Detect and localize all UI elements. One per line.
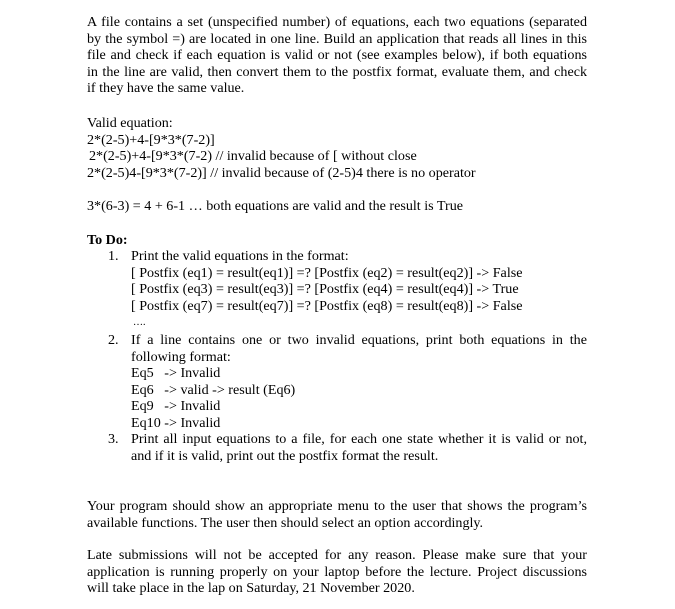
todo-item-number: 3.	[108, 431, 119, 447]
format-line: [ Postfix (eq1) = result(eq1)] =? [Postfix (eq2) = result(eq2)] -> False	[131, 264, 523, 281]
format-line: Eq5 -> Invalid	[131, 365, 221, 382]
todo-item-number: 2.	[108, 332, 119, 348]
intro-line: file and check if each equation is valid or not (see examples below), if both equations	[87, 47, 587, 64]
todo-item-1	[87, 248, 587, 328]
format-line: [ Postfix (eq3) = result(eq3)] =? [Postfix (eq4) = result(eq4)] -> True	[131, 281, 519, 298]
intro-line: if they have the same value.	[87, 80, 245, 97]
ellipsis: ….	[133, 317, 146, 329]
todo-item-2	[87, 332, 587, 432]
intro-line: A file contains a set (unspecified number) of equations, each two equations (separated	[87, 14, 587, 30]
intro-line: in the line are valid, then convert them to the postfix format, evaluate them, and check	[87, 63, 587, 80]
both-valid-example	[87, 198, 587, 215]
format-line: Eq6 -> valid -> result (Eq6)	[131, 381, 296, 398]
menu-paragraph	[87, 498, 587, 531]
equation-example: 2*(2-5)4-[9*3*(7-2)] // invalid because of (2-5)4 there is no operator	[87, 164, 476, 181]
equation-example: 2*(2-5)+4-[9*3*(7-2)]	[87, 131, 215, 148]
todo-item-number: 1.	[108, 248, 119, 264]
valid-equation-heading: Valid equation:	[87, 115, 173, 131]
late-paragraph	[87, 547, 587, 597]
intro-line: by the symbol =) are located in one line. Build an application that reads all lines in this	[87, 30, 587, 47]
late-line: will take place in the lap on Saturday, 21 November 2020.	[87, 580, 415, 597]
format-line: Eq9 -> Invalid	[131, 398, 221, 415]
late-line: Late submissions will not be accepted for any reason. Please make sure that your	[87, 547, 587, 563]
intro-paragraph	[87, 14, 587, 97]
format-line: Eq10 -> Invalid	[131, 414, 221, 431]
todo-item-text: Print all input equations to a file, for each one state whether it is valid or not,	[131, 431, 587, 447]
format-line: [ Postfix (eq7) = result(eq7)] =? [Postfix (eq8) = result(eq8)] -> False	[131, 297, 523, 314]
menu-line: Your program should show an appropriate menu to the user that shows the program’s	[87, 498, 587, 514]
equation-example: 2*(2-5)+4-[9*3*(7-2) // invalid because of [ without close	[89, 148, 417, 165]
late-line: application is running properly on your laptop before the lecture. Project discussions	[87, 563, 587, 580]
menu-line: available functions. The user then should select an option accordingly.	[87, 514, 484, 531]
todo-title: To Do:	[87, 232, 128, 248]
todo-item-text: Print the valid equations in the format:	[131, 248, 349, 264]
todo-item-3	[87, 431, 587, 464]
both-valid-example-text: 3*(6-3) = 4 + 6-1 … both equations are valid and the result is True	[87, 198, 464, 214]
todo-item-text: and if it is valid, print out the postfix format the result.	[131, 447, 439, 464]
todo-item-text: following format:	[131, 348, 231, 365]
valid-equation-section	[87, 115, 587, 181]
todo-section	[87, 232, 587, 249]
todo-item-text: If a line contains one or two invalid equations, print both equations in the	[131, 332, 587, 348]
